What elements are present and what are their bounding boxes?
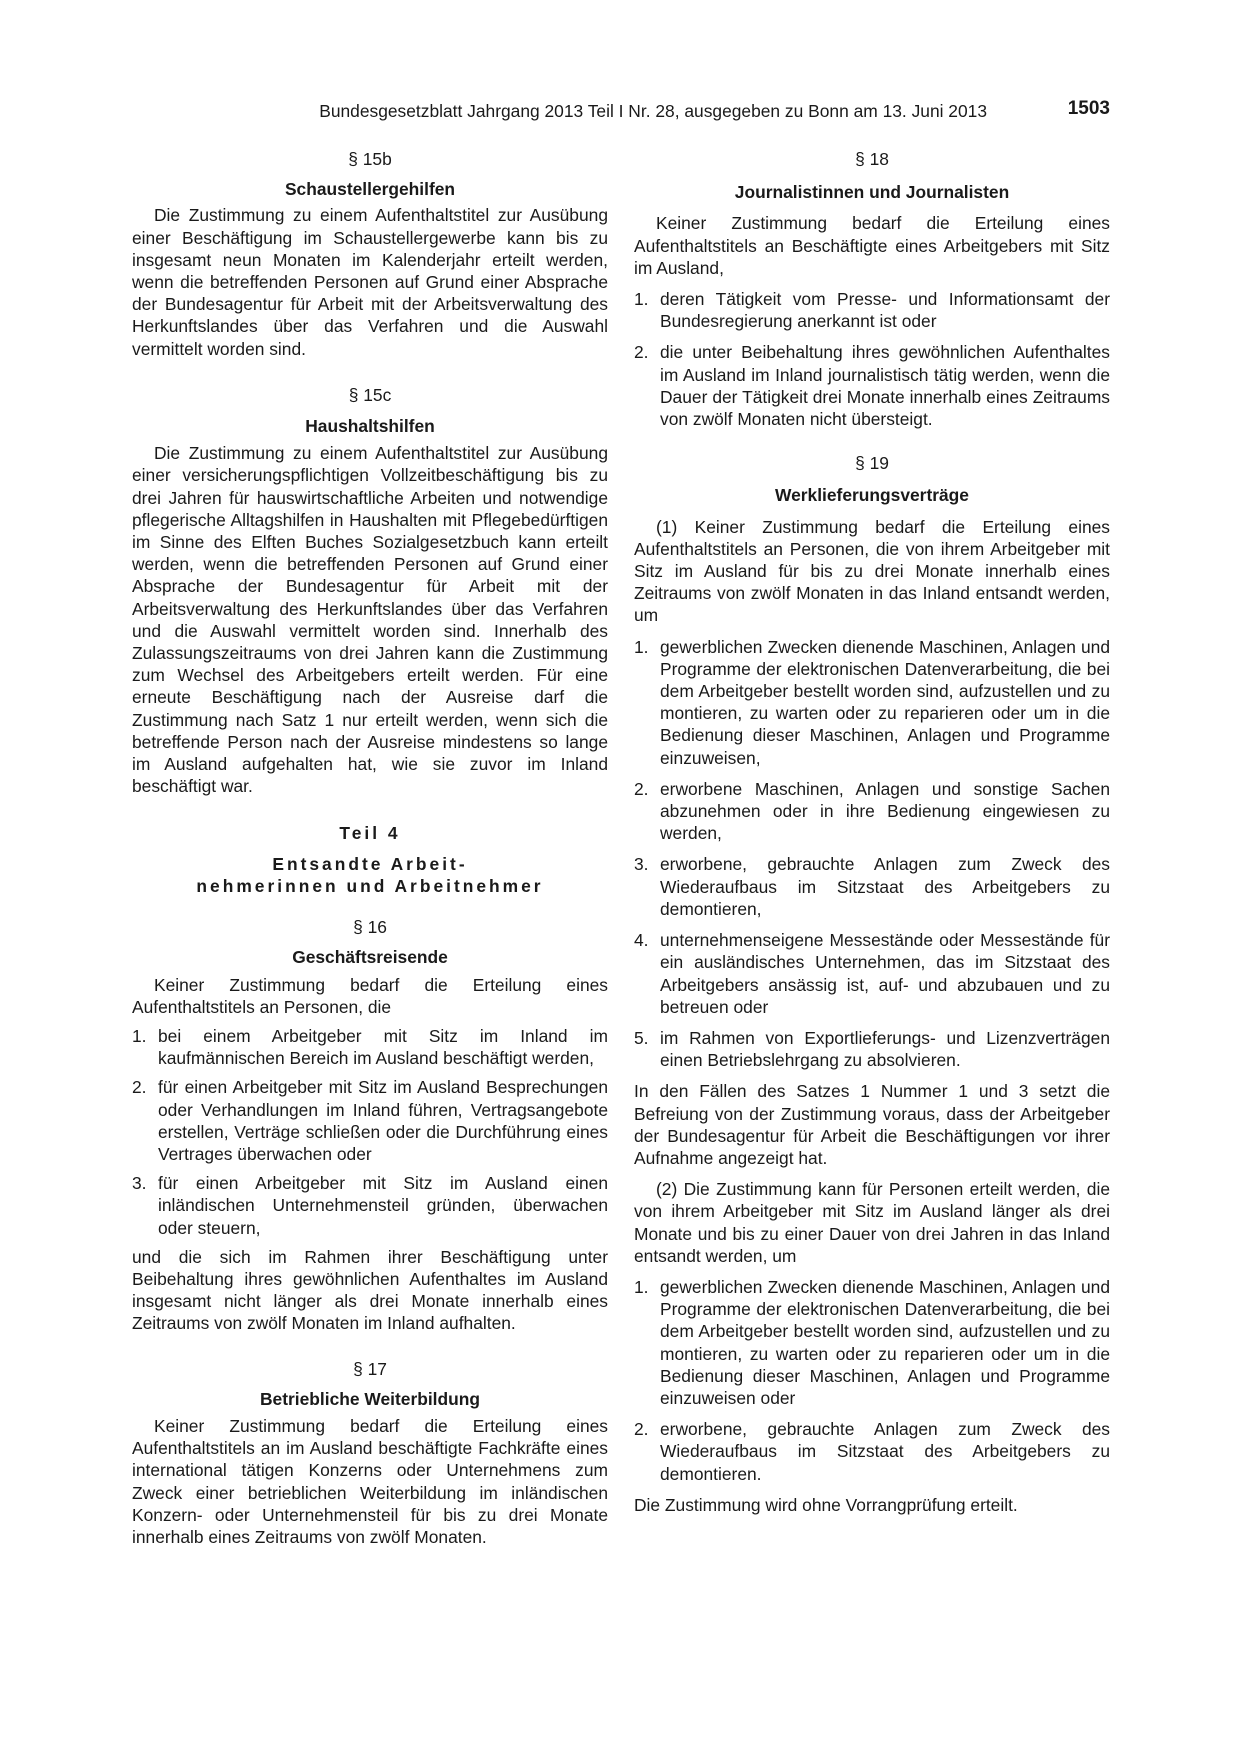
page-number: 1503 — [1067, 98, 1110, 119]
section-16-list — [132, 1025, 608, 1239]
section-19-paragraph-1-list — [634, 636, 1110, 1072]
section-19-number: § 19 — [855, 453, 889, 474]
list-item: 2. erworbene, gebrauchte Anlagen zum Zweck des Wiederaufbaus im Sitzstaat des Arbeitgebers zu demontieren. — [634, 1419, 1110, 1484]
list-item: 2. für einen Arbeitgeber mit Sitz im Ausland Besprechungen oder Verhandlungen im Inland führen, Vertragsangebote erstellen, Verträge schließen oder die Durchführung eines Vertrages überwachen oder — [132, 1077, 608, 1164]
section-19-paragraph-1-intro: (1) Keiner Zustimmung bedarf die Erteilung eines Aufenthaltstitels an Personen, die von ihrem Arbeitgeber mit Sitz im Ausland für bis zu drei Monate innerhalb eines Zeitraums von zwölf Monaten in das Inland entsandt werden, um — [634, 516, 1110, 626]
list-item: 2. die unter Beibehaltung ihres gewöhnlichen Aufenthaltes im Ausland im Inland journalistisch tätig werden, wenn die Dauer der Tätigkeit drei Monate innerhalb eines Zeitraums von zwölf Monaten nicht übersteigt. — [634, 342, 1110, 430]
list-item: 4. unternehmenseigene Messestände oder Messestände für ein ausländisches Unternehmen, das im Sitzstaat des Arbeitgebers ansässig ist, auf- und abzubauen und zu betreuen oder — [634, 930, 1110, 1017]
list-item: 1. gewerblichen Zwecken dienende Maschinen, Anlagen und Programme der elektronischen Datenverarbeitung, die bei dem Arbeitgeber bestellt worden sind, aufzustellen und zu montieren, zu warten oder zu reparieren oder um in die Bedienung dieser Maschinen, Anlagen und Programme einzuweisen oder — [634, 1276, 1110, 1408]
list-item: 3. für einen Arbeitgeber mit Sitz im Ausland einen inländischen Unternehmensteil gründen, überwachen oder steuern, — [132, 1173, 608, 1238]
section-16-title: Geschäftsreisende — [292, 947, 448, 968]
page-header — [132, 100, 1110, 124]
list-item: 5. im Rahmen von Exportlieferungs- und Lizenzverträgen einen Betriebslehrgang zu absolvieren. — [634, 1027, 1110, 1071]
part-4-title-line2: nehmerinnen und Arbeitnehmer — [196, 875, 544, 896]
list-item: 2. erworbene Maschinen, Anlagen und sonstige Sachen abzunehmen oder in ihre Bedienung eingewiesen zu werden, — [634, 778, 1110, 844]
section-19-final: Die Zustimmung wird ohne Vorrangprüfung erteilt. — [634, 1494, 1018, 1515]
part-4-label: Teil 4 — [339, 823, 401, 844]
section-19-title: Werklieferungsverträge — [775, 485, 969, 506]
section-15b-title: Schaustellergehilfen — [284, 179, 456, 200]
list-item: 1. deren Tätigkeit vom Presse- und Informationsamt der Bundesregierung anerkannt ist oder — [634, 289, 1110, 332]
section-16-number: § 16 — [353, 917, 387, 938]
list-item: 1. bei einem Arbeitgeber mit Sitz im Inland im kaufmännischen Bereich im Ausland beschäftigt werden, — [132, 1025, 608, 1069]
section-17-text: Keiner Zustimmung bedarf die Erteilung eines Aufenthaltstitels an im Ausland beschäftigte Fachkräfte eines international tätigen Konzerns oder Unternehmens zum Zweck einer betrieblichen Weiterbildung im inländischen Konzern- oder Unternehmensteil für bis zu drei Monate innerhalb eines Zeitraums von zwölf Monaten. — [132, 1415, 608, 1547]
section-15b-number: § 15b — [348, 149, 392, 169]
section-18-list — [634, 288, 1110, 430]
right-column — [634, 148, 1110, 1516]
section-19-paragraph-1-outro: In den Fällen des Satzes 1 Nummer 1 und 3 setzt die Befreiung von der Zustimmung voraus, dass der Arbeitgeber der Bundesagentur für Arbeit die Beschäftigungen vor ihrer Aufnahme angezeigt hat. — [634, 1081, 1110, 1168]
section-15c-number: § 15c — [348, 384, 392, 405]
section-15c-title: Haushaltshilfen — [305, 416, 435, 437]
section-18-title: Journalistinnen und Journalisten — [734, 182, 1010, 203]
section-15b-text: Die Zustimmung zu einem Aufenthaltstitel zur Ausübung einer Beschäftigung im Schaustellergewerbe kann bis zu insgesamt neun Monaten im Kalenderjahr erteilt werden, wenn die betreffenden Personen auf Grund einer Absprache der Bundesagentur für Arbeit mit der Arbeitsverwaltung des Herkunftslandes über das Verfahren und die Auswahl vermittelt worden sind. — [132, 205, 608, 359]
section-18-intro: Keiner Zustimmung bedarf die Erteilung eines Aufenthaltstitels an Beschäftigte eines Arbeitgebers mit Sitz im Ausland, — [634, 213, 1110, 278]
section-16-outro: und die sich im Rahmen ihrer Beschäftigung unter Beibehaltung ihres gewöhnlichen Aufenthaltes im Ausland insgesamt nicht länger als drei Monate innerhalb eines Zeitraums von zwölf Monaten im Inland aufhalten. — [132, 1246, 608, 1334]
section-15c-text: Die Zustimmung zu einem Aufenthaltstitel zur Ausübung einer versicherungspflichtigen Vollzeitbeschäftigung bis zu drei Jahren für hauswirtschaftliche Arbeiten und notwendige pflegerische Alltagshilfen in Haushalten mit Pflegebedürftigen im Sinne des Elften Buches Sozialgesetzbuch kann erteilt werden, wenn die betreffenden Personen auf Grund einer Absprache der Bundesagentur für Arbeit mit der Arbeitsverwaltung des Herkunftslandes über das Verfahren und die Auswahl vermittelt worden sind. Innerhalb des Zulassungszeitraums von drei Jahren kann die Zustimmung zum Wechsel des Arbeitgebers erteilt werden. Für eine erneute Beschäftigung nach der Ausreise darf die Zustimmung nach Satz 1 nur erteilt werden, wenn sich die betreffende Person nach der Ausreise mindestens so lange im Ausland aufgehalten hat, wie sie zuvor im Inland beschäftigt war. — [132, 443, 608, 797]
section-18-number: § 18 — [855, 149, 889, 169]
list-item: 3. erworbene, gebrauchte Anlagen zum Zweck des Wiederaufbaus im Sitzstaat des Arbeitgebers zu demontieren, — [634, 854, 1110, 919]
part-4-title-line1: Entsandte Arbeit- — [272, 853, 468, 874]
left-column — [132, 148, 608, 1548]
section-17-title: Betriebliche Weiterbildung — [260, 1388, 480, 1409]
list-item: 1. gewerblichen Zwecken dienende Maschinen, Anlagen und Programme der elektronischen Datenverarbeitung, die bei dem Arbeitgeber bestellt worden sind, aufzustellen und zu montieren, zu warten oder zu reparieren oder um in die Bedienung dieser Maschinen, Anlagen und Programme einzuweisen, — [634, 636, 1110, 768]
section-19-paragraph-2-list — [634, 1276, 1110, 1485]
header-text: Bundesgesetzblatt Jahrgang 2013 Teil I Nr. 28, ausgegeben zu Bonn am 13. Juni 2013 — [319, 101, 987, 121]
section-19-paragraph-2-intro: (2) Die Zustimmung kann für Personen erteilt werden, die von ihrem Arbeitgeber mit Sitz im Ausland länger als drei Monate und bis zu einer Dauer von drei Jahren in das Inland entsandt werden, um — [634, 1179, 1110, 1266]
section-16-intro: Keiner Zustimmung bedarf die Erteilung eines Aufenthaltstitels an Personen, die — [132, 974, 608, 1017]
section-17-number: § 17 — [353, 1358, 387, 1379]
